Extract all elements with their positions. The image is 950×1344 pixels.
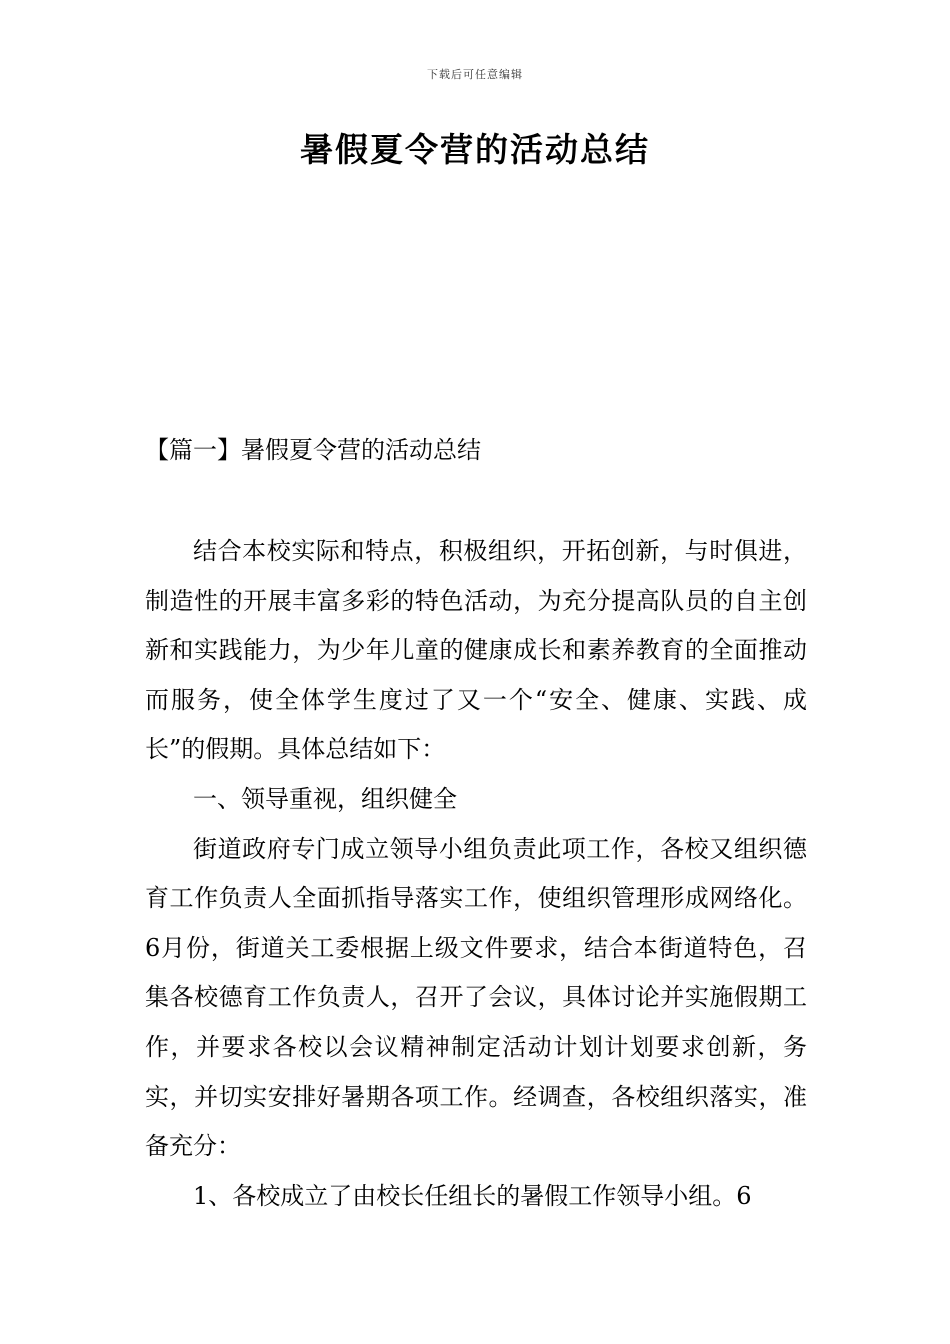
header-note: 下载后可任意编辑 <box>427 68 523 81</box>
paragraph-organization: 街道政府专门成立领导小组负责此项工作，各校又组织德育工作负责人全面抓指导落实工作，使组织管理形成网络化。6月份，街道关工委根据上级文件要求，结合本街道特色，召集各校德育工作负责人，召开了会议，具体讨论并实施假期工作，并要求各校以会议精神制定活动计划计划要求创新，务实，并切实安排好暑期各项工作。经调查，各校组织落实，准备充分： <box>145 834 807 1161</box>
section-heading: 【篇一】暑假夏令营的活动总结 <box>145 436 481 464</box>
paragraph-intro: 结合本校实际和特点，积极组织，开拓创新，与时俱进，制造性的开展丰富多彩的特色活动，为充分提高队员的自主创新和实践能力，为少年儿童的健康成长和素养教育的全面推动而服务，使全体学生度过了又一个“安全、健康、实践、成长”的假期。具体总结如下： <box>145 537 807 764</box>
paragraph-list-item: 1、各校成立了由校长任组长的暑假工作领导小组。6 <box>193 1181 752 1210</box>
document-title: 暑假夏令营的活动总结 <box>300 130 650 169</box>
document-body <box>145 527 807 1221</box>
paragraph-subheading: 一、领导重视，组织健全 <box>193 784 457 813</box>
